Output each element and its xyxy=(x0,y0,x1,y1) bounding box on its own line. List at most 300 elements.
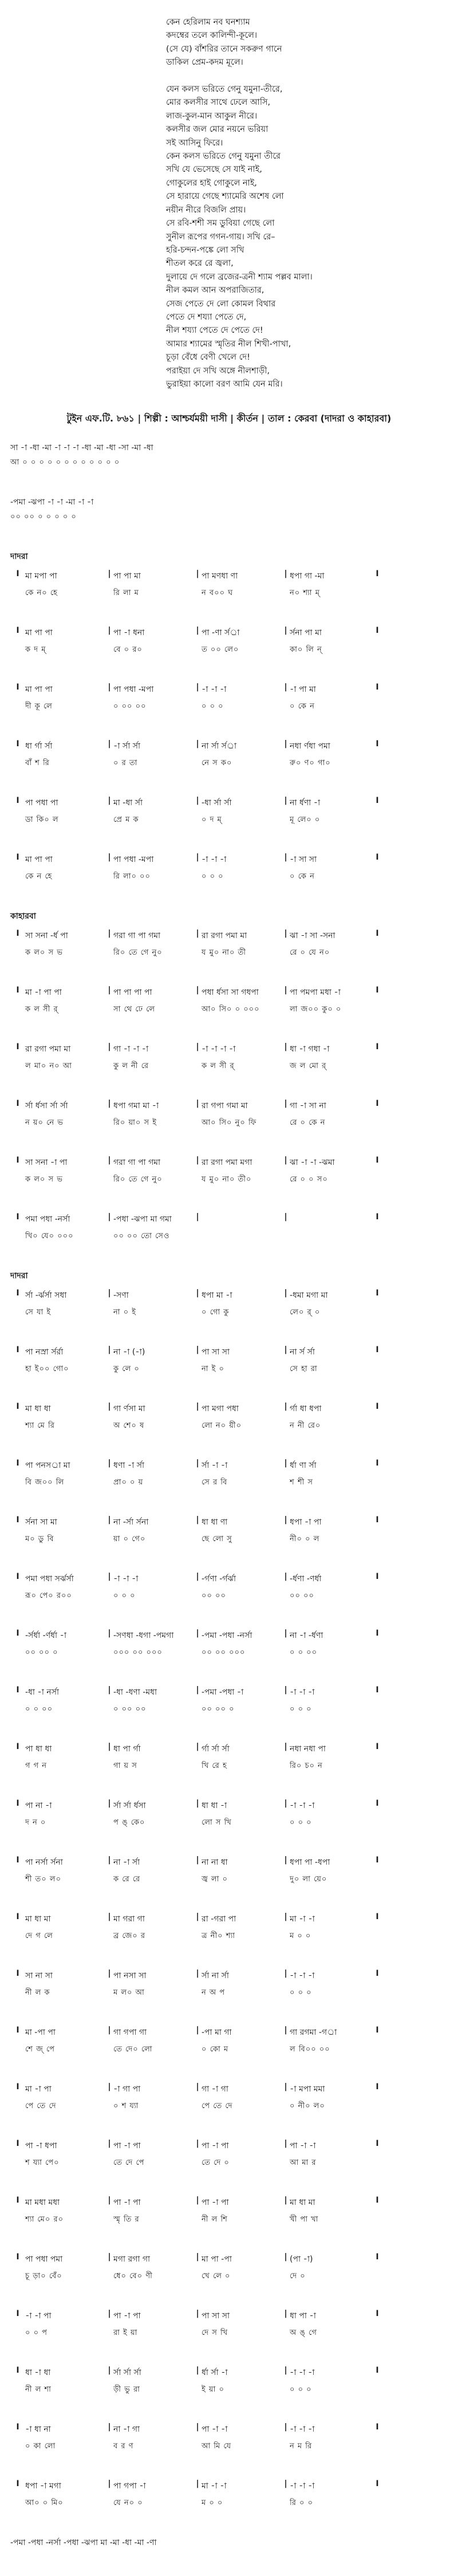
bar-line: | xyxy=(196,2196,199,2205)
swara-group: সা সনা -র্ধ পা xyxy=(25,931,68,940)
lyric-syllables: আ০ সি০ নু০ ফি xyxy=(202,1118,257,1127)
bar-spacer xyxy=(194,1002,202,1016)
lyric-line: চূড়া বেঁধে বেণী খেলে দে! xyxy=(166,353,250,363)
bar-spacer xyxy=(282,2439,290,2453)
bar-line: I xyxy=(16,1572,19,1581)
lyric-syllables: সা থে ঢে লে xyxy=(113,1005,156,1014)
bar-spacer xyxy=(282,1002,290,1016)
lyric-syllables: খি০ যে০ ০০০ xyxy=(25,1232,74,1240)
bar-line: I xyxy=(376,1799,379,1808)
notation-row xyxy=(10,2252,451,2266)
bar-spacer xyxy=(194,945,202,959)
swara-group: ধা -া গধা -া xyxy=(290,1045,330,1054)
lyric-syllables: ০ নী০ ল০ xyxy=(290,2102,325,2110)
section-label: দাদরা xyxy=(10,1271,28,1281)
lyric-syllables: শ্যা মে০ র০ xyxy=(25,2215,64,2224)
bar-line: | xyxy=(284,1629,287,1638)
swara-group: না -া (-া) xyxy=(113,1348,145,1357)
bar-spacer xyxy=(105,2439,113,2453)
bar-spacer xyxy=(370,2325,385,2339)
swara-group: ধপা -া পা xyxy=(290,1518,322,1527)
bar-line: | xyxy=(196,739,199,749)
bar-spacer xyxy=(105,1588,113,1602)
notation-row xyxy=(10,1099,451,1113)
bar-line: | xyxy=(196,569,199,578)
swara-group: মা ধা মা xyxy=(290,2198,315,2207)
swara-group: র্ধা র্সা -া xyxy=(202,2368,228,2377)
bar-line: I xyxy=(376,1742,379,1751)
bar-spacer xyxy=(105,2212,113,2226)
bar-spacer xyxy=(105,699,113,713)
bar-spacer xyxy=(105,2155,113,2169)
lyric-row xyxy=(10,2212,451,2226)
bar-line: I xyxy=(16,569,19,578)
lyric-syllables: ক দ ম্ xyxy=(25,645,46,654)
lyric-syllables: রি০ চ০ ন xyxy=(290,1762,323,1770)
swara-group: পা পমপা মধা -া xyxy=(290,988,341,997)
lyric-row xyxy=(10,1115,451,1129)
swara-group: ঝা -া সা -সনা xyxy=(290,931,335,940)
lyric-syllables: ০ গো কু xyxy=(202,1308,230,1317)
bar-line: I xyxy=(16,739,19,749)
bar-line: | xyxy=(108,1345,111,1354)
swara-group: ঝা -া -া -ঝমা xyxy=(290,1158,335,1167)
swara-group: গা -া গা xyxy=(202,2085,228,2094)
bar-spacer xyxy=(370,642,385,656)
bar-line: | xyxy=(284,1912,287,1921)
bar-line: I xyxy=(376,739,379,749)
swara-group: গা রগমা -গর্া xyxy=(290,2028,337,2037)
notation-row xyxy=(10,2423,451,2436)
lyric-row xyxy=(10,755,451,770)
swara-group: -া -া -া xyxy=(202,685,227,694)
bar-spacer xyxy=(105,1701,113,1716)
bar-line: | xyxy=(108,2139,111,2148)
notation-row xyxy=(10,1042,451,1056)
bar-line: I xyxy=(376,2252,379,2262)
bar-spacer xyxy=(370,2155,385,2169)
bar-line: | xyxy=(284,1099,287,1108)
bar-spacer xyxy=(282,1531,290,1546)
bar-line: | xyxy=(196,1572,199,1581)
bar-line: I xyxy=(16,2423,19,2432)
bar-spacer xyxy=(370,2268,385,2283)
bar-spacer xyxy=(282,1228,290,1243)
bar-spacer xyxy=(10,2098,25,2113)
swara-group: -া -া -া xyxy=(290,2482,315,2491)
swara-group: নধা র্ণধা পমা xyxy=(290,742,330,751)
lyric-row xyxy=(10,1645,451,1659)
lyric-row xyxy=(10,1361,451,1376)
lyric-syllables: ডা কি০ ল xyxy=(25,816,59,824)
swara-group: -র্সর্ধা -র্ণর্ধা -া xyxy=(25,1631,67,1640)
lyric-syllables: তে দে ০ xyxy=(202,2159,230,2167)
bar-line: | xyxy=(108,1042,111,1051)
bar-spacer xyxy=(194,1475,202,1489)
bar-line: | xyxy=(196,1799,199,1808)
lyric-syllables: ০ ০০ ০০ xyxy=(113,1705,147,1714)
swara-group: -ধা র্সা র্সা xyxy=(202,798,232,808)
lyric-line: কলসীর জল মোর নয়নে ভরিয়া xyxy=(166,125,269,135)
lyric-row xyxy=(10,2155,451,2169)
bar-spacer xyxy=(282,1361,290,1376)
swara-group: -া সা সা xyxy=(290,855,317,864)
swara-group: পধা র্ধসা সা গধপা xyxy=(202,988,259,997)
bar-line: | xyxy=(196,2423,199,2432)
bar-line: | xyxy=(108,1289,111,1298)
lyric-row xyxy=(10,585,451,600)
lyric-syllables: প ঙ্ কে০ xyxy=(113,1818,145,1827)
intro-line xyxy=(10,441,451,469)
section-label: দাদরা xyxy=(10,552,28,561)
swara-group: পা -া ধনা xyxy=(113,628,145,637)
lyric-syllables: রে ০ যে ন০ xyxy=(290,948,330,957)
bar-line: I xyxy=(376,2026,379,2035)
lyric-syllables: দু০ লা য়ে০ xyxy=(290,1875,327,1884)
bar-spacer xyxy=(105,1228,113,1243)
lyric-row xyxy=(10,2098,451,2113)
bar-spacer xyxy=(370,2495,385,2510)
bar-line: I xyxy=(16,2479,19,2488)
bar-spacer xyxy=(105,1872,113,1886)
lyric-row xyxy=(10,1758,451,1773)
swara-group: ধা র্গা র্সা xyxy=(25,742,53,751)
bar-spacer xyxy=(370,1928,385,1943)
swara-group: মা -পা পা xyxy=(25,2028,56,2037)
swara-group: পা -া পা xyxy=(202,2198,229,2207)
swara-group: পা -া ধপা xyxy=(25,2141,57,2150)
lyric-syllables: রি ০ ০ xyxy=(290,2499,314,2507)
bar-spacer xyxy=(194,1172,202,1186)
swara-group: পা -া পা xyxy=(113,2198,141,2207)
bar-line: I xyxy=(16,986,19,995)
lyric-syllables: নে স ক০ xyxy=(202,759,232,767)
lyric-line: গোকুলের হাই গোকুলে নাই, xyxy=(166,178,257,188)
bar-spacer xyxy=(282,869,290,883)
lyric-syllables: ত ০০ লে০ xyxy=(202,645,239,654)
swara-group: পা পধা পমা xyxy=(25,2255,63,2264)
song-title: টুইন এফ.টি. ৮৬১ | শিল্পী : আশ্চর্যময়ী দাসী | কীর্তন | তাল : কেরবা (দাদরা ও কাহারবা) xyxy=(66,413,392,424)
lyric-syllables: লে০ র্ ০ xyxy=(290,1308,321,1317)
lyric-syllables: সে যা ই xyxy=(25,1308,52,1317)
lyric-syllables: প্রা০ ০ য় xyxy=(113,1478,144,1487)
bar-line: I xyxy=(376,2479,379,2488)
bar-line: I xyxy=(16,2366,19,2375)
swara-group: র্সা -া -া xyxy=(202,1461,228,1470)
lyric-syllables: রু০ ণ০ গা০ xyxy=(290,759,331,767)
bar-spacer xyxy=(10,1701,25,1716)
notation-row xyxy=(10,1402,451,1416)
swara-group: পা পধা -মপা xyxy=(113,855,154,864)
bar-line: | xyxy=(108,2252,111,2262)
bar-line: | xyxy=(196,2252,199,2262)
swara-group: পা -া পা xyxy=(113,2311,141,2321)
swara-group: -ধা -ধণা -মধা xyxy=(113,1688,157,1697)
bar-spacer xyxy=(194,1115,202,1129)
lyric-syllables: নী ল শি xyxy=(202,2215,228,2224)
swara-group: -া -া পা xyxy=(25,2311,52,2321)
lyric-row xyxy=(10,1872,451,1886)
swara-group: মা -া পা xyxy=(25,2085,52,2094)
notation-row xyxy=(10,626,451,640)
lyric-line: পেতে দে শয্যা পেতে দে, xyxy=(166,312,247,322)
lyric-line: সুনীল রূপের গগন-গায়। সখি রে– xyxy=(166,232,275,242)
lyric-line: মোর কলসীর সাথে ঢেলে আসি, xyxy=(166,98,271,108)
bar-spacer xyxy=(10,585,25,600)
bar-spacer xyxy=(194,1645,202,1659)
bar-line: I xyxy=(376,796,379,805)
bar-line: | xyxy=(108,569,111,578)
bar-line: | xyxy=(108,1742,111,1751)
bar-line: | xyxy=(108,1572,111,1581)
swara-group: মা -া পা পা xyxy=(25,988,62,997)
swara-group: পা নর্সা র্সনা xyxy=(25,1858,63,1867)
bar-spacer xyxy=(370,1305,385,1319)
bar-spacer xyxy=(194,812,202,826)
lyric-syllables: য মু০ না০ তী xyxy=(202,948,247,957)
bar-line: | xyxy=(284,2026,287,2035)
lyric-syllables: খী পা খা xyxy=(290,2215,319,2224)
bar-spacer xyxy=(10,1172,25,1186)
bar-spacer xyxy=(370,1872,385,1886)
bar-line: I xyxy=(16,853,19,862)
bar-line: | xyxy=(108,853,111,862)
bar-line: | xyxy=(284,2139,287,2148)
bar-line: | xyxy=(196,1969,199,1978)
bar-line: | xyxy=(284,1289,287,1298)
swara-group: ধা -া ধা xyxy=(25,2368,51,2377)
lyric-syllables: ০ ০ প xyxy=(25,2329,48,2337)
swara-group: মা মধা মধা xyxy=(25,2198,60,2207)
bar-spacer xyxy=(194,1758,202,1773)
notation-row xyxy=(10,2366,451,2380)
bar-spacer xyxy=(105,1115,113,1129)
lyric-syllables: ম ল০ আ xyxy=(113,1988,145,1997)
notation-row xyxy=(10,739,451,753)
bar-line: | xyxy=(284,2423,287,2432)
notation-row xyxy=(10,1572,451,1586)
lyric-syllables: শ্যা মে রি xyxy=(25,1421,55,1430)
swara-group: র্সনা পা মা xyxy=(290,628,322,637)
lyric-syllables: ড়ী ভু রা xyxy=(113,2385,140,2394)
bar-spacer xyxy=(282,1418,290,1432)
swara-group: ধপা গা -মা xyxy=(290,572,325,581)
bar-line: I xyxy=(376,569,379,578)
swara-group: -া -া -া xyxy=(202,855,227,864)
notation-row xyxy=(10,1459,451,1472)
bar-spacer xyxy=(10,642,25,656)
bar-line: I xyxy=(16,1742,19,1751)
bar-spacer xyxy=(194,1985,202,1999)
bar-spacer xyxy=(10,699,25,713)
bar-line: I xyxy=(376,1042,379,1051)
bar-line: | xyxy=(284,2196,287,2205)
bar-line: | xyxy=(108,1969,111,1978)
bar-line: | xyxy=(196,1402,199,1411)
lyric-syllables: স্মৃ তি র xyxy=(113,2215,140,2224)
lyric-syllables: ০ ০ ০০ xyxy=(290,1648,318,1657)
bar-spacer xyxy=(194,2325,202,2339)
bar-spacer xyxy=(282,2212,290,2226)
bar-line: I xyxy=(376,2139,379,2148)
bar-spacer xyxy=(105,1418,113,1432)
bar-line: I xyxy=(16,2082,19,2091)
lyric-syllables: ন০ শ্যা ম্ xyxy=(290,589,320,597)
lyric-line: সখি যে ভেসেছে সে যাই নাই, xyxy=(166,165,262,175)
bar-line: I xyxy=(376,1099,379,1108)
bar-spacer xyxy=(105,1305,113,1319)
bar-line: I xyxy=(16,1402,19,1411)
bar-line: | xyxy=(196,2309,199,2318)
bar-spacer xyxy=(105,812,113,826)
lyric-syllables: বি জ০০ লি xyxy=(25,1478,65,1487)
bar-spacer xyxy=(105,2098,113,2113)
swara-group: পমা পধা সর্ঝর্সা xyxy=(25,1574,74,1584)
bar-line: | xyxy=(196,1459,199,1468)
swara-group: না -র্সা র্সনা xyxy=(113,1518,149,1527)
bar-spacer xyxy=(10,1361,25,1376)
bar-line: I xyxy=(376,1156,379,1165)
lyric-syllables: ম ০ ০ xyxy=(290,1932,311,1940)
bar-line: I xyxy=(16,1345,19,1354)
lyric-syllables: তে দে০ লো xyxy=(113,2045,153,2054)
swara-group: মা পা পা xyxy=(25,628,53,637)
lyric-syllables: ত্র নী০ শ্যা xyxy=(202,1932,235,1940)
bar-spacer xyxy=(10,1815,25,1829)
bar-spacer xyxy=(370,2382,385,2396)
bar-line: | xyxy=(284,986,287,995)
bar-line: | xyxy=(108,1799,111,1808)
swara-group: -া পা মা xyxy=(290,685,316,694)
bar-spacer xyxy=(282,1872,290,1886)
bar-line: I xyxy=(16,1799,19,1808)
lyric-syllables: প্রে ম ক xyxy=(113,816,139,824)
swara-group: পা পনসর্া মা xyxy=(25,1461,70,1470)
lyric-row xyxy=(10,1228,451,1243)
swara-group: মা ধা ধা xyxy=(25,1404,51,1413)
bar-spacer xyxy=(282,812,290,826)
bar-spacer xyxy=(10,1588,25,1602)
swara-group: ধপা -া মগা xyxy=(25,2482,61,2491)
notation-row xyxy=(10,683,451,696)
bar-spacer xyxy=(194,1531,202,1546)
bar-spacer xyxy=(10,812,25,826)
bar-spacer xyxy=(10,2325,25,2339)
notation-row xyxy=(10,929,451,943)
lyric-line: কেন কলস ভরিতে গেনু যমুনা তীরে xyxy=(166,152,281,162)
lyric-row xyxy=(10,1701,451,1716)
bar-line: I xyxy=(376,1629,379,1638)
bar-spacer xyxy=(194,2212,202,2226)
bar-line: I xyxy=(376,1345,379,1354)
lyric-line: লাজ-কুল-মান আকুল নীরে। xyxy=(166,111,258,121)
lyric-syllables: ধে০ বে০ ণী xyxy=(113,2272,153,2280)
bar-spacer xyxy=(282,2155,290,2169)
bar-line: I xyxy=(16,2196,19,2205)
lyric-line: কেন হেরিলাম নব ঘনশ্যাম xyxy=(166,18,250,27)
notation-row xyxy=(10,1515,451,1529)
notation-row xyxy=(10,796,451,810)
lyric-syllables: মূ লে০ ০ xyxy=(290,816,321,824)
swara-group: গা -া সা না xyxy=(290,1101,326,1110)
bar-spacer xyxy=(10,2155,25,2169)
lyric-line: (সে যে) বাঁশরির তানে সকরুণ গানে xyxy=(166,44,282,54)
lyric-row xyxy=(10,1928,451,1943)
bar-spacer xyxy=(194,1058,202,1073)
swara-group: না র্স র্সা xyxy=(290,1348,315,1357)
lyric-line xyxy=(166,70,412,83)
notation-row xyxy=(10,2479,451,2493)
lyric-syllables: ন ব০০ ঘ xyxy=(202,589,234,597)
bar-line: I xyxy=(376,2309,379,2318)
bar-line: | xyxy=(196,2366,199,2375)
bar-line: I xyxy=(376,853,379,862)
lyric-syllables: ০ ০ ০ xyxy=(290,2385,312,2394)
bar-line: | xyxy=(196,1212,199,1222)
lyric-row xyxy=(10,2495,451,2510)
lyric-syllables: পে তে দে xyxy=(25,2102,57,2110)
lyric-line: নীল কমল আন অপরাজিতার, xyxy=(166,286,264,296)
lyric-row xyxy=(10,2439,451,2453)
lyric-syllables: ০ ০ ০ xyxy=(290,1988,312,1997)
swara-group: মা মপা পা xyxy=(25,572,57,581)
lyric-syllables: ০০০ ০০ ০০০ xyxy=(113,1648,163,1657)
lyric-syllables: তে দে পে xyxy=(113,2159,145,2167)
bar-line: | xyxy=(284,2309,287,2318)
lyric-syllables: আ০ সি০ ০ ০০০ xyxy=(202,1005,260,1014)
bar-line: I xyxy=(376,1912,379,1921)
bar-line: I xyxy=(16,1969,19,1978)
bar-line: I xyxy=(16,683,19,692)
lyric-syllables: দ ন ০ xyxy=(25,1818,46,1827)
swara-group: পা মগা পধা xyxy=(202,1404,239,1413)
swara-group: র্সা -র্ঝর্সা সধা xyxy=(25,1291,67,1300)
lyric-syllables: দে গ লে xyxy=(25,1932,53,1940)
bar-line: I xyxy=(376,1212,379,1222)
swara-group: -র্গণা -র্গর্ঝা xyxy=(202,1574,236,1584)
lyric-syllables: দী কূ লে xyxy=(25,702,53,711)
swara-group: -া ধা না xyxy=(25,2425,51,2434)
bar-spacer xyxy=(282,1815,290,1829)
bar-spacer xyxy=(370,1985,385,1999)
bar-spacer xyxy=(105,585,113,600)
bar-spacer xyxy=(194,2495,202,2510)
lyric-syllables: পে তে দে xyxy=(202,2102,233,2110)
lyric-line: পরাইয়া দে সখি অঙ্গে নীলশাড়ী, xyxy=(166,366,270,376)
lyric-syllables: ০ ০ ০ xyxy=(290,1705,312,1714)
lyric-line: সেজ পেতে দে লো কোমল বিথার xyxy=(166,299,276,309)
notation-block xyxy=(10,441,451,2576)
notation-row xyxy=(10,2309,451,2323)
bar-line: | xyxy=(196,2026,199,2035)
lyric-syllables: ০ ০০ ০০ xyxy=(113,702,147,711)
swara-group: মা -া -া xyxy=(202,2482,227,2491)
bar-line: | xyxy=(284,1042,287,1051)
swara-group: -া -া -া xyxy=(290,1971,315,1980)
bar-spacer xyxy=(194,1305,202,1319)
bar-spacer xyxy=(105,1531,113,1546)
bar-spacer xyxy=(194,2382,202,2396)
bar-line: | xyxy=(196,796,199,805)
lyric-syllables: জ্ব লা ০ xyxy=(202,1875,228,1884)
notation-lyric: ০০ ০০ ০ ০ ০ ০ ০ xyxy=(10,513,77,521)
bar-line: | xyxy=(108,1515,111,1525)
lyric-syllables: কু ল নী রে xyxy=(113,1062,149,1070)
swara-group: রা রগা পমা মগা xyxy=(202,1158,252,1167)
lyric-syllables: জ ল মো র্ xyxy=(290,1062,327,1070)
bar-spacer xyxy=(282,1058,290,1073)
bar-line: | xyxy=(196,1345,199,1354)
